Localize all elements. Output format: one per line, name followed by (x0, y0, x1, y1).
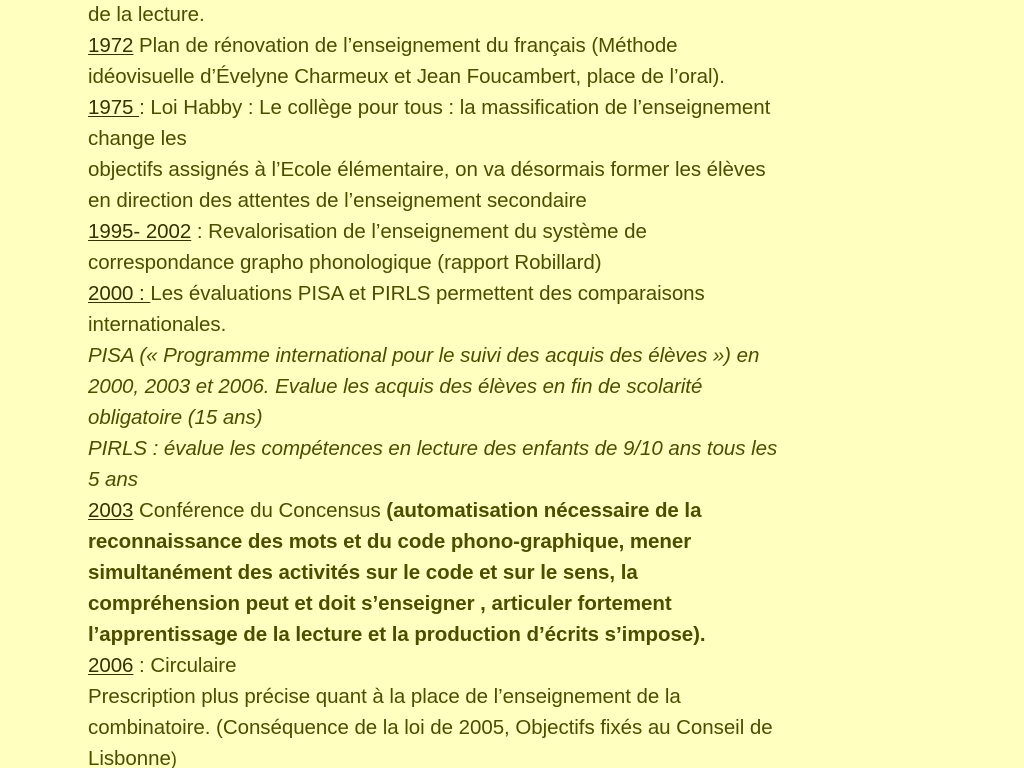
entry-1972-line1: 1972 Plan de rénovation de l’enseignement du français (Méthode (88, 34, 678, 57)
entry-2003-line4: compréhension peut et doit s’enseigner , articuler fortement (88, 592, 672, 615)
year-2006: 2006 (88, 654, 134, 677)
entry-2003-line5: l’apprentissage de la lecture et la production d’écrits s’impose). (88, 623, 706, 646)
entry-1972-line2: idéovisuelle d’Évelyne Charmeux et Jean Foucambert, place de l’oral). (88, 65, 725, 88)
year-2000: 2000 : (88, 282, 151, 305)
entry-2000-line2: internationales. (88, 313, 227, 336)
entry-2003-line3: simultanément des activités sur le code et sur le sens, la (88, 561, 638, 584)
entry-1995-2002-line1: 1995- 2002 : Revalorisation de l’enseignement du système de (88, 220, 647, 243)
timeline-text (88, 0, 968, 768)
year-1995-2002: 1995- 2002 (88, 220, 192, 243)
pirls-line2: 5 ans (88, 468, 138, 491)
entry-2006-line4: Lisbonne) (88, 747, 177, 768)
pisa-line1: PISA (« Programme international pour le suivi des acquis des élèves ») en (88, 344, 760, 367)
year-1972: 1972 (88, 34, 134, 57)
intro-line: de la lecture. (88, 3, 205, 26)
entry-2003-line2: reconnaissance des mots et du code phono-graphique, mener (88, 530, 692, 553)
pisa-line2: 2000, 2003 et 2006. Evalue les acquis des élèves en fin de scolarité (88, 375, 703, 398)
pirls-line1: PIRLS : évalue les compétences en lecture des enfants de 9/10 ans tous les (88, 437, 778, 460)
entry-1995-2002-line2: correspondance grapho phonologique (rapport Robillard) (88, 251, 602, 274)
entry-1975-line1: 1975 : Loi Habby : Le collège pour tous : la massification de l’enseignement (88, 96, 771, 119)
entry-1975-line2: change les (88, 127, 187, 150)
entry-1975-line4: en direction des attentes de l’enseignement secondaire (88, 189, 587, 212)
entry-2006-line1: 2006 : Circulaire (88, 654, 237, 677)
year-1975: 1975 (88, 96, 140, 119)
entry-1975-line3: objectifs assignés à l’Ecole élémentaire, on va désormais former les élèves (88, 158, 766, 181)
entry-2006-line2: Prescription plus précise quant à la place de l’enseignement de la (88, 685, 681, 708)
year-2003: 2003 (88, 499, 134, 522)
entry-2006-line3: combinatoire. (Conséquence de la loi de 2005, Objectifs fixés au Conseil de (88, 716, 773, 739)
pisa-line3: obligatoire (15 ans) (88, 406, 263, 429)
entry-2003-line1: 2003 Conférence du Concensus (automatisation nécessaire de la (88, 499, 702, 522)
entry-2000-line1: 2000 : Les évaluations PISA et PIRLS permettent des comparaisons (88, 282, 705, 305)
